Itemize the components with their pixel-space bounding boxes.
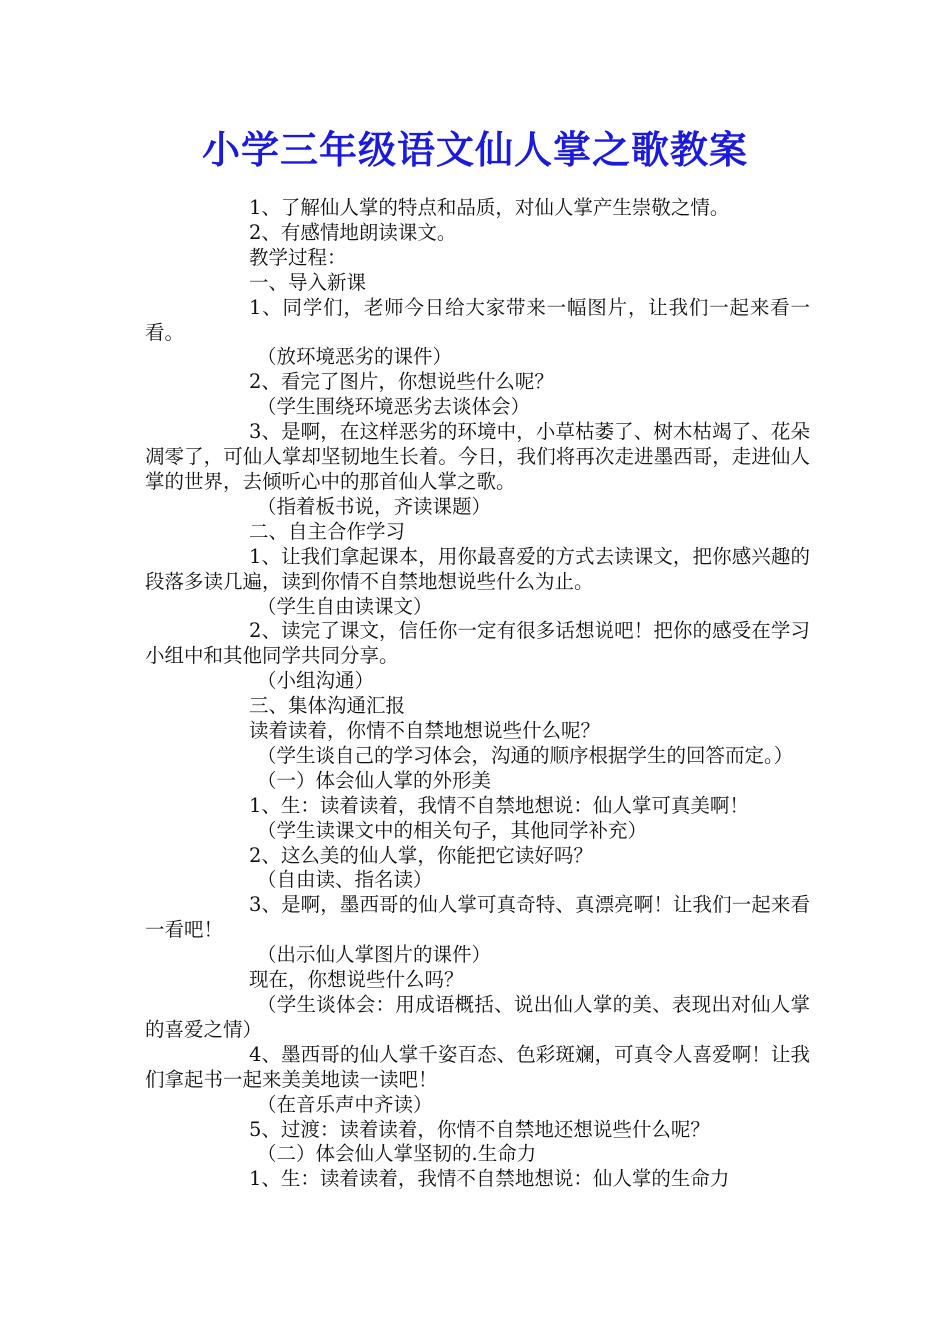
paragraph: （指着板书说，齐读课题） (257, 494, 492, 518)
paragraph: 2、读完了课文，信任你一定有很多话想说吧！把你的感受在学习小组中和其他同学共同分享。 (145, 619, 810, 668)
paragraph: 教学过程： (249, 245, 347, 269)
paragraph: 2、看完了图片，你想说些什么呢？ (249, 370, 554, 394)
paragraph: 二、自主合作学习 (249, 519, 406, 543)
paragraph: （出示仙人掌图片的课件） (257, 943, 492, 967)
paragraph: 1、让我们拿起课本，用你最喜爱的方式去读课文，把你感兴趣的段落多读几遍，读到你情不自禁地想说些什么为止。 (145, 544, 810, 593)
paragraph: 2、有感情地朗读课文。 (249, 220, 457, 244)
page-title: 小学三年级语文仙人掌之歌教案 (201, 127, 748, 172)
document-body (145, 196, 810, 1192)
paragraph: 5、过渡：读着读着，你情不自禁地还想说些什么呢？ (249, 1117, 710, 1141)
paragraph: 一、导入新课 (249, 270, 367, 294)
paragraph: 3、是啊，在这样恶劣的环境中，小草枯萎了、树木枯竭了、花朵凋零了，可仙人掌却坚韧地生长着。今日，我们将再次走进墨西哥，走进仙人掌的世界，去倾听心中的那首仙人掌之歌。 (145, 420, 810, 493)
paragraph: （二）体会仙人掌坚韧的.生命力 (257, 1142, 537, 1166)
paragraph: 1、生：读着读着，我情不自禁地想说：仙人掌可真美啊！ (249, 793, 749, 817)
paragraph: （自由读、指名读） (257, 868, 433, 892)
paragraph: （在音乐声中齐读） (257, 1092, 433, 1116)
paragraph: 3、是啊，墨西哥的仙人掌可真奇特、真漂亮啊！让我们一起来看一看吧！ (145, 893, 810, 942)
paragraph: 现在，你想说些什么吗？ (249, 968, 464, 992)
paragraph: （学生读课文中的相关句子，其他同学补充） (257, 818, 648, 842)
paragraph: 三、集体沟通汇报 (249, 694, 406, 718)
paragraph: 1、生：读着读着，我情不自禁地想说：仙人掌的生命力 (249, 1167, 730, 1191)
paragraph: 2、这么美的仙人掌，你能把它读好吗？ (249, 843, 593, 867)
paragraph: （一）体会仙人掌的外形美 (257, 768, 492, 792)
paragraph: （学生谈自己的学习体会，沟通的顺序根据学生的回答而定。） (257, 743, 794, 767)
paragraph: （学生围绕环境恶劣去谈体会） (257, 395, 531, 419)
paragraph: 读着读着，你情不自禁地想说些什么呢？ (249, 719, 601, 743)
paragraph: （学生谈体会：用成语概括、说出仙人掌的美、表现出对仙人掌的喜爱之情） (145, 993, 810, 1041)
paragraph: （学生自由读课文） (257, 594, 433, 618)
paragraph: 1、同学们，老师今日给大家带来一幅图片，让我们一起来看一看。 (145, 295, 810, 344)
paragraph: （小组沟通） (257, 669, 375, 693)
paragraph: 1、了解仙人掌的特点和品质，对仙人掌产生崇敬之情。 (249, 196, 730, 219)
paragraph: （放环境恶劣的课件） (257, 345, 453, 369)
paragraph: 4、墨西哥的仙人掌千姿百态、色彩斑斓，可真令人喜爱啊！让我们拿起书一起来美美地读一读吧！ (145, 1042, 810, 1091)
